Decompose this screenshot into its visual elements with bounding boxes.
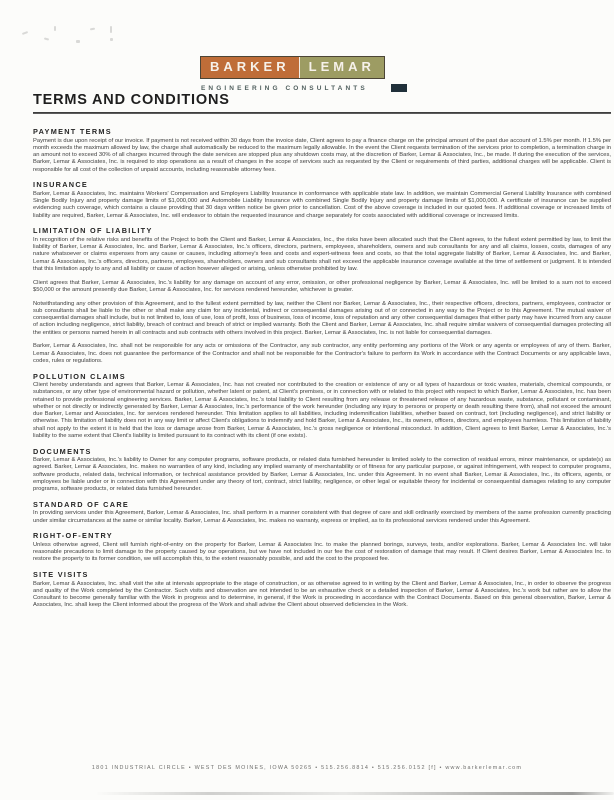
section-paragraph: Barker, Lemar & Associates, Inc. maintains Workers' Compensation and Employers Liability Insurance in conformance with applicable state law. In addition, we maintain Commercial General Liability Insurance with combined Single Bodily Injury and property damage limits of $1,000,000 and Automobile Liability Insurance with combined Single Bodily Injury and property damage limits of $1,000,000. A certificate of insurance can be supplied evidencing such coverage, which contains a clause providing that 30 days written notice be given prior to cancellation. Cost of the above coverage is included in our quoted fees. If additional coverage or increased limits of liability are required, Barker, Lemar & Associates, Inc. will endeavor to obtain the requested insurance and charge separately for costs associated with additional coverage or increased limits. (33, 190, 611, 219)
section-heading: RIGHT-OF-ENTRY (33, 531, 113, 541)
doc-section (33, 127, 611, 174)
doc-section (33, 570, 611, 610)
scan-artifact-marks (18, 24, 148, 52)
scan-edge-shadow (95, 792, 614, 795)
footer-address-line: 1801 INDUSTRIAL CIRCLE • WEST DES MOINES, IOWA 50265 • 515.256.8814 • 515.256.0152 [f] • www.barkerlemar.com (91, 765, 523, 771)
logo-barker-segment: BARKER (201, 57, 300, 78)
section-paragraph: In recognition of the relative risks and benefits of the Project to both the Client and Barker, Lemar & Associates, Inc., the risks have been allocated such that the Client agrees, to the fullest extent permitted by law, to limit the liability of Barker, Lemar & Associates, Inc. and Barker, Lemar & Associates, Inc.'s officers, directors, partners, employees, shareholders, owners and sub consultants for any and all claims, losses, costs, damages of any nature whatsoever or claims expenses from any cause or causes, including attorney's fees and costs and expert-witness fees and costs, so that the total aggregate liability of Barker, Lemar & Associates, Inc. and Barker, Lemar & Associates, Inc.'s officers, directors, partners, employees, shareholders, owners and sub consultants shall not exceed the applicable insurance coverage available at the time of settlement or judgment. It is intended that this limitation apply to any and all liability or cause of action however alleged or arising, unless otherwise prohibited by law. (33, 236, 611, 272)
section-paragraph: Client hereby understands and agrees that Barker, Lemar & Associates, Inc. has not created nor contributed to the creation or existence of any or all types of hazardous or toxic wastes, materials, chemical compounds, or substances, or any other type of environmental hazard or pollution, whether latent or patent, at Client's premises, or in connection with or related to this project with respect to which Barker, Lemar & Associates, Inc. has been retained to provide professional engineering services. Barker, Lemar & Associates, Inc.'s total liability to Client resulting from any release or threatened release of any hazardous waste, substance, pollutant or contaminant, whether or not directly or indirectly generated by Barker, Lemar & Associates, Inc.'s performance of the work hereunder (including any injury to persons or property or death resulting there from), shall not exceed the amount due Barker, Lemar and Associates, Inc. for services rendered hereunder. This limitation applies to all liabilities, including indemnification liabilities, whether based on contract, tort (including negligence), and strict liability or otherwise. This limitation of liability does not in any way limit or affect Client's obligations to indemnify and hold Barker, Lemar & Associates, Inc., its owners, officers, directors, and employees harmless. This limitation of liability shall not apply to the extent it is held that the loss or damage arose from Barker, Lemar & Associates, Inc.'s gross negligence or intentional misconduct. In addition, Client agrees to limit Barker, Lemar & Associates, Inc.'s liability to the same extent that Client's liability is limited pursuant to its contract with its client (if one exists). (33, 382, 611, 439)
section-paragraph: Client agrees that Barker, Lemar & Associates, Inc.'s liability for any damage on account of any error, omission, or other professional negligence by Barker, Lemar & Associates, Inc. will be limited to a sum not to exceed $50,000 or the amount presently due Barker, Lemar & Associates, Inc. for services rendered hereunder, whichever is greater. (33, 279, 611, 293)
section-paragraph: Barker, Lemar & Associates, Inc. shall visit the site at intervals appropriate to the stage of construction, or as otherwise agreed to in writing by the Client and Barker, Lemar & Associates, Inc., in order to observe the progress and quality of the Work completed by the Contractor. Such visits and observation are not intended to be an exhaustive check or a detailed inspection of Barker, Lemar & Associates, Inc.'s work but rather are to allow the Consultant to become generally familiar with the Work in progress and to determine, in general, if the Work is proceeding in accordance with the Contract Documents. Based on this general observation, Barker, Lemar & Associates, Inc. shall keep the Client informed about the progress of the Work and shall advise the Client about observed deficiencies in the Work. (33, 580, 611, 609)
section-heading: DOCUMENTS (33, 446, 92, 456)
doc-section (33, 372, 611, 441)
section-paragraph: Payment is due upon receipt of our invoice. If payment is not received within 30 days from the invoice date, Client agrees to pay a finance charge on the principal amount of the past due account of 1.5% per month. If 1.5% per month exceeds the maximum allowed by law, the charge shall automatically be reduced to the maximum legally allowable. In the event the Client requests termination of the services prior to completion, a termination charge in an amount not to exceed 30% of all charges incurred through the date services are stopped plus any shutdown costs may, at the discretion of Barker, Lemar & Associates, Inc., be made. If during the execution of the services, Barker, Lemar & Associates, Inc. is required to stop operations as a result of changes in the scope of services such as requested by the Client or requirements of third parties, additional charges will be applicable. Client is responsible for all cost of the collection of unpaid accounts, including reasonable attorney fees. (33, 137, 611, 173)
section-heading: LIMITATION OF LIABILITY (33, 226, 153, 236)
doc-section (33, 531, 611, 563)
section-paragraph: Notwithstanding any other provision of this Agreement, and to the fullest extent permitted by law, neither the Client nor Barker, Lemar & Associates, Inc., their respective officers, directors, partners, employees, contractor or sub consultants shall be liable to the other or shall make any claim for any incidental, indirect or consequential damages arising out of or connected in any way to the Project or to this Agreement. The mutual waiver of consequential damages shall include, but is not limited to, loss of use, loss of profit, loss of business, loss of income, loss of reputation and any other consequential damages that either party may have incurred from any cause of action including negligence, strict liability, breach of contract and breach of strict or implied warranty. Both the Client and Barker, Lemar & Associates, Inc. shall require similar waivers of consequential damages protecting all the entities or persons named herein in all contracts and sub contracts with others involved in this project. Barker, Lemar & Associates, Inc. is not liable for consequential damages. (33, 300, 611, 336)
page-title: TERMS AND CONDITIONS (33, 92, 230, 108)
document-body (33, 121, 611, 616)
logo-tagline-row (201, 84, 407, 92)
section-heading: POLLUTION CLAIMS (33, 371, 126, 381)
doc-section (33, 226, 611, 365)
section-paragraph: Barker, Lemar & Associates, Inc.'s liability to Owner for any computer programs, software products, or related data furnished hereunder is limited solely to the correction of residual errors, minor maintenance, or update(s) as agreed. Barker, Lemar & Associates, Inc. makes no warranties of any kind, including any implied warranty of merchantability or of fitness for any particular purpose, or against infringement, with respect to computer programs, software products, related data, technical information, or technical assistance provided by Barker, Lemar & Associates, Inc. under this Agreement. In no event shall Barker, Lemar & Associates, Inc., its officers, agents, or employees be liable under or in connection with this Agreement under any theory of tort, contract, strict liability, negligence, or other legal or equitable theory for incidental or consequential damages relating to any computer programs, software products, or related data furnished hereunder. (33, 457, 611, 492)
section-paragraph: In providing services under this Agreement, Barker, Lemar & Associates, Inc. shall perform in a manner consistent with that degree of care and skill ordinarily exercised by members of the same profession currently practicing under similar circumstances at the same or similar locality. Barker, Lemar & Associates, Inc. makes no warranty, express or implied, as to its professional services rendered under this Agreement. (33, 510, 611, 524)
section-heading: INSURANCE (33, 180, 89, 190)
title-divider (33, 112, 611, 114)
section-heading: STANDARD OF CARE (33, 499, 130, 509)
tagline-accent-block (391, 84, 407, 92)
section-paragraph: Unless otherwise agreed, Client will furnish right-of-entry on the property for Barker, Lemar & Associates Inc. to make the planned borings, surveys, tests, and/or explorations. Barker, Lemar & Associates Inc. will take reasonable precautions to limit damage to the property caused by our operations, but we have not included in our fee the cost of restoration of damage that may result. If Client desires Barker, Lemar & Associates Inc. to restore the property to its former condition, we will accomplish this, to the extent reasonably possible, and add the cost to the proposed fee. (33, 541, 611, 563)
section-heading: PAYMENT TERMS (33, 127, 112, 136)
logo-tagline: ENGINEERING CONSULTANTS (201, 84, 368, 92)
doc-section (33, 500, 611, 525)
doc-section (33, 447, 611, 494)
section-heading: SITE VISITS (33, 570, 89, 579)
company-logo (200, 56, 385, 79)
logo-lemar-segment: LEMAR (300, 57, 384, 78)
doc-section (33, 180, 611, 220)
section-paragraph: Barker, Lemar & Associates, Inc. shall not be responsible for any acts or omissions of the Contractor, any sub contractor, any entity performing any portions of the Work or any agents or employees of any of them. Barker, Lemar & Associates, Inc. does not guarantee the performance of the Contractor and shall not be responsible for the Contractor's failure to perform its Work in accordance with the Contract Documents or any applicable laws, codes, rules or regulations. (33, 343, 611, 364)
